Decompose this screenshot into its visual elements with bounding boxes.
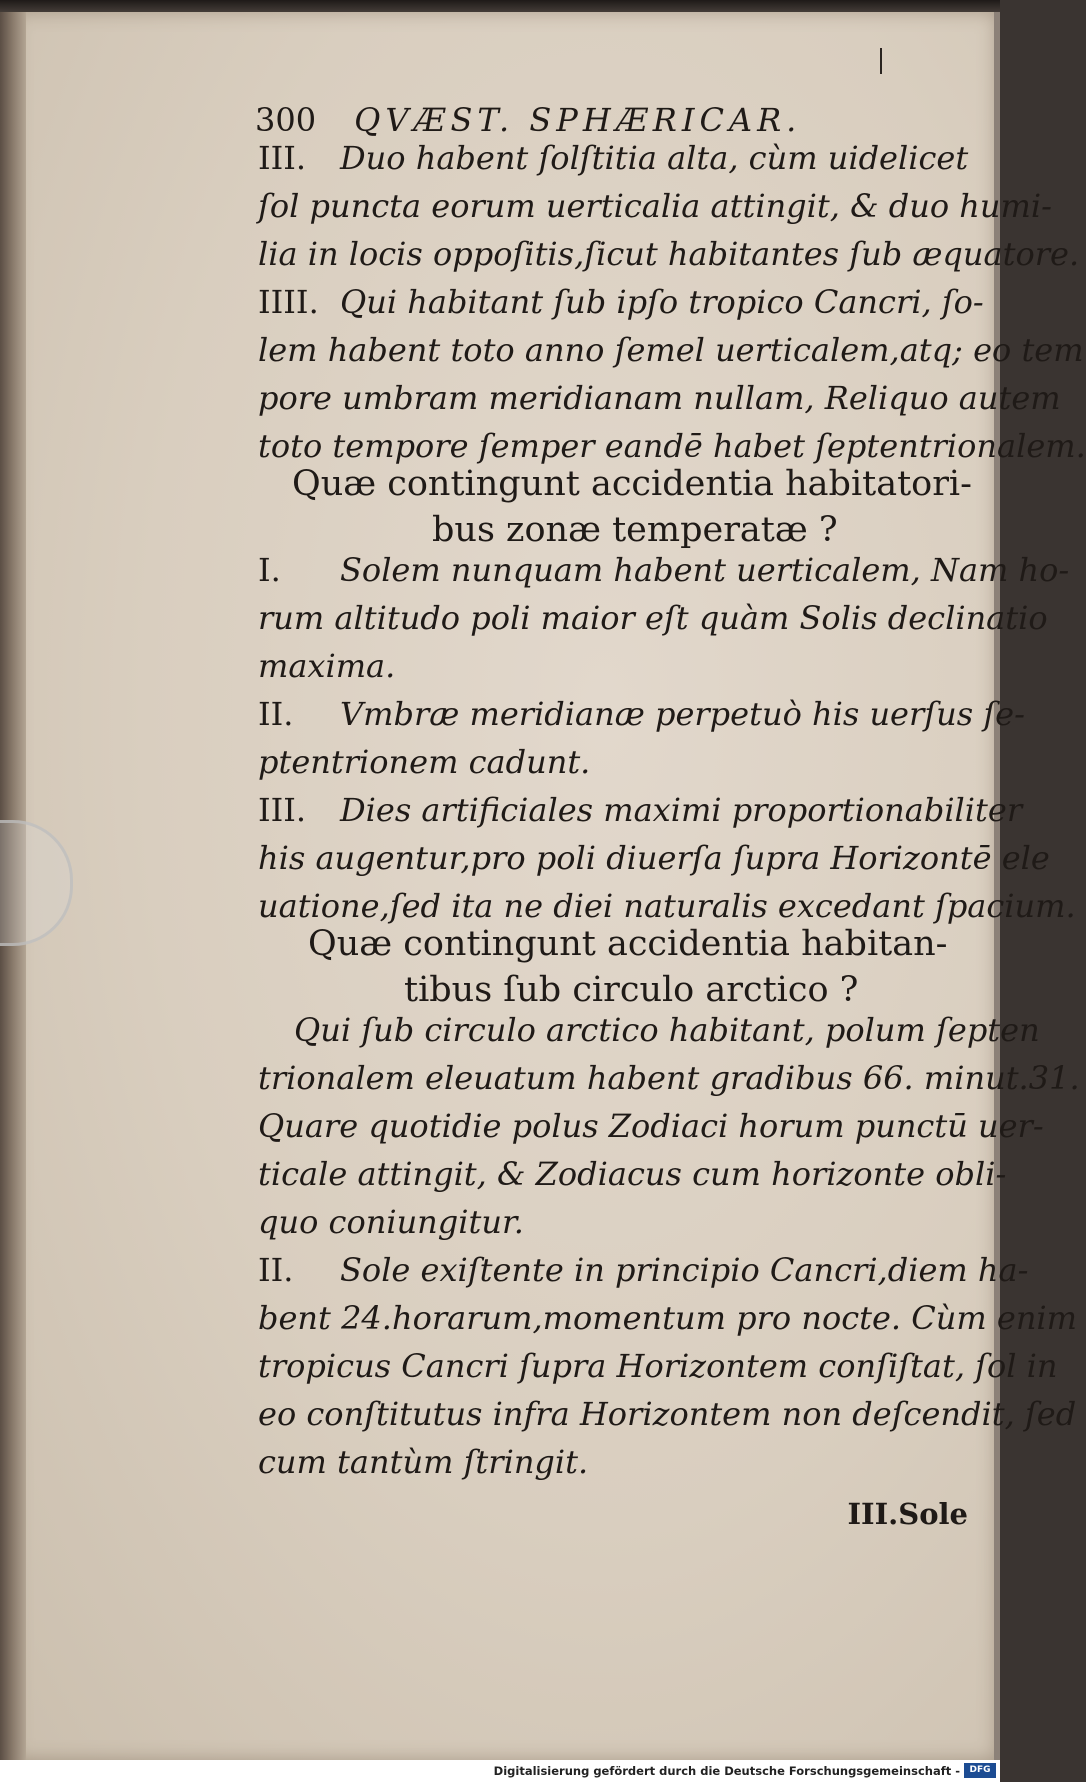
- line-text: bent 24.horarum,momentum pro nocte. Cùm enim: [258, 1299, 1077, 1337]
- line-text: his augentur,pro poli diuerſa ſupra Horizontē ele: [258, 839, 1050, 877]
- line-text: toto tempore ſemper eandē habet ſeptentrionalem.: [258, 427, 1086, 465]
- text-line: [258, 278, 984, 326]
- item-number: II.: [258, 695, 294, 733]
- item-number: III.: [258, 139, 307, 177]
- text-line: [258, 642, 968, 690]
- text-line: [258, 546, 1070, 594]
- text-line: [258, 1294, 1077, 1342]
- item-number: IIII.: [258, 283, 319, 321]
- text-line: [258, 230, 1080, 278]
- text-line: [258, 1390, 1077, 1438]
- line-text: trionalem eleuatum habent gradibus 66. minut.31.: [258, 1059, 1080, 1097]
- line-text: Qui ſub circulo arctico habitant, polum ſepten: [294, 1011, 1040, 1049]
- item-number: I.: [258, 551, 281, 589]
- page-number: 300: [255, 101, 317, 139]
- line-text: Duo habent ſolſtitia alta, cùm uidelicet: [340, 139, 969, 177]
- line-text: Vmbræ meridianæ perpetuò his uerſus ſe-: [340, 695, 1025, 733]
- text-line: [258, 1150, 1007, 1198]
- question-heading-line: bus zonæ temperatæ ?: [432, 510, 838, 550]
- line-text: rum altitudo poli maior eſt quàm Solis declinatio: [258, 599, 1048, 637]
- text-line: [258, 786, 1023, 834]
- digitization-note: Digitalisierung gefördert durch die Deutsche Forschungsgemeinschaft -: [493, 1764, 960, 1778]
- line-text: eo conſtitutus infra Horizontem non deſcendit, ſed: [258, 1395, 1077, 1433]
- line-text: ptentrionem cadunt.: [258, 743, 591, 781]
- text-line: [258, 738, 968, 786]
- item-number: II.: [258, 1251, 294, 1289]
- line-text: ticale attingit, & Zodiacus cum horizonte obli-: [258, 1155, 1007, 1193]
- text-line: [258, 182, 1052, 230]
- text-line: [258, 594, 1048, 642]
- text-line: [258, 1246, 1029, 1294]
- text-line: [258, 1102, 1044, 1150]
- line-text: Quare quotidie polus Zodiaci horum punctū uer-: [258, 1107, 1044, 1145]
- line-text: maxima.: [258, 647, 396, 685]
- question-heading-line: tibus ſub circulo arctico ?: [404, 970, 859, 1010]
- text-line: [258, 1054, 1080, 1102]
- line-text: uatione,ſed ita ne diei naturalis excedant ſpacium.: [258, 887, 1076, 925]
- line-text: lia in locis oppoſitis,ſicut habitantes ſub æquatore.: [258, 235, 1080, 273]
- line-text: cum tantùm ſtringit.: [258, 1443, 589, 1481]
- line-text: pore umbram meridianam nullam, Reliquo autem: [258, 379, 1061, 417]
- text-line: [258, 1198, 968, 1246]
- text-line: [258, 834, 1050, 882]
- text-line: [294, 1006, 1040, 1054]
- text-line: [258, 1342, 1058, 1390]
- catchword: III.Sole: [847, 1497, 968, 1531]
- question-heading-line: Quæ contingunt accidentia habitatori-: [292, 464, 972, 504]
- item-number: III.: [258, 791, 307, 829]
- line-text: Solem nunquam habent uerticalem, Nam ho-: [340, 551, 1070, 589]
- running-title: QVÆST. SPHÆRICAR.: [354, 101, 802, 139]
- question-heading-line: Quæ contingunt accidentia habitan-: [308, 924, 948, 964]
- line-text: Dies artificiales maximi proportionabiliter: [340, 791, 1023, 829]
- ink-mark: [880, 48, 882, 74]
- text-line: [258, 690, 1025, 738]
- line-text: Qui habitant ſub ipſo tropico Cancri, ſo-: [340, 283, 984, 321]
- scan-right-edge: [994, 12, 1000, 1760]
- text-line: [258, 1438, 968, 1486]
- line-text: quo coniungitur.: [258, 1203, 524, 1241]
- text-line: [258, 326, 1084, 374]
- line-text: tropicus Cancri ſupra Horizontem conſiſtat, ſol in: [258, 1347, 1058, 1385]
- line-text: Sole exiſtente in principio Cancri,diem ha-: [340, 1251, 1029, 1289]
- dfg-logo: DFG: [964, 1763, 996, 1778]
- line-text: ſol puncta eorum uerticalia attingit, & duo humi-: [258, 187, 1052, 225]
- text-line: [258, 134, 968, 182]
- text-line: [258, 374, 1061, 422]
- line-text: lem habent toto anno ſemel uerticalem,atq; eo tem: [258, 331, 1084, 369]
- footer-bar: [0, 1760, 1000, 1782]
